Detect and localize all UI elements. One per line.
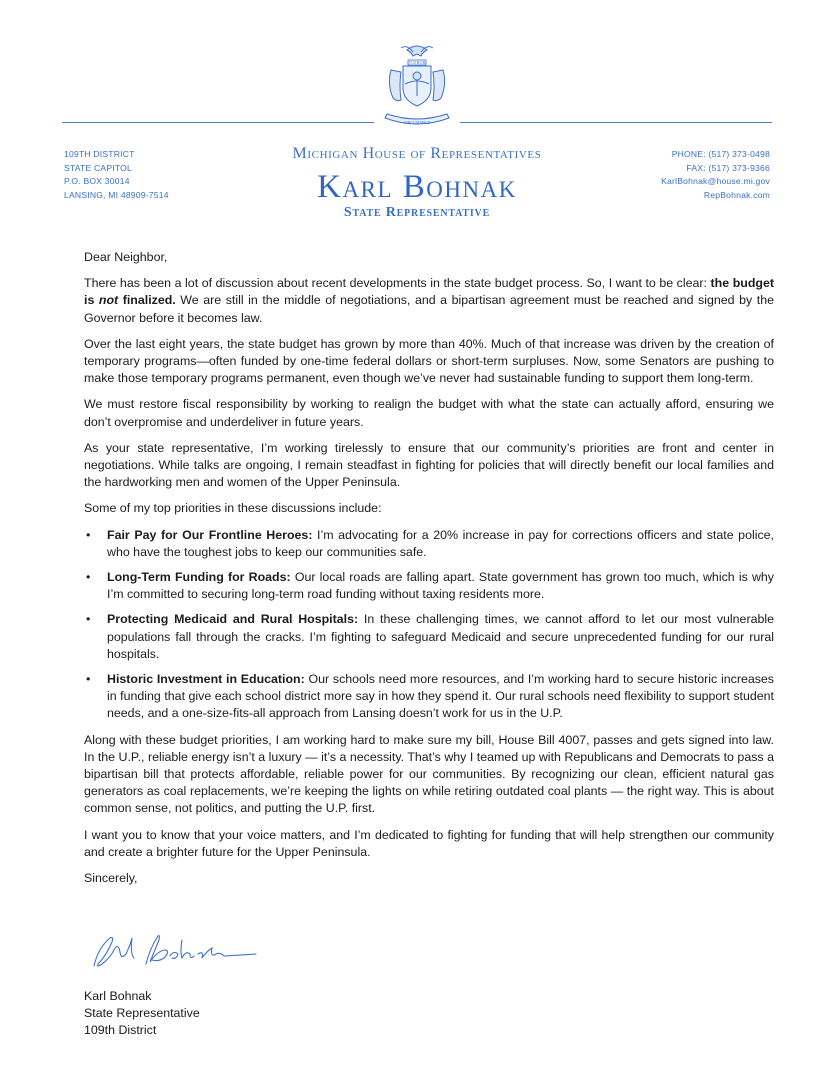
paragraph-6: Along with these budget priorities, I am working hard to make sure my bill, House Bill 4007, passes and gets signed into law. In the U.P., reliable energy isn’t a luxury — it’s a necessity. That’s why I teamed up with Republicans and Democrats to pass a bipartisan bill that protects affordable, reliable power for our communities. By recognizing our clean, efficient natural gas generators as coal replacements, we’re keeping the lights on while retiring outdated coal plants — the right way. This is about common sense, not politics, and putting the U.P. first. (84, 732, 774, 816)
address-line: P.O. BOX 30014 (64, 176, 130, 187)
signature (84, 928, 274, 973)
address-line: LANSING, MI 48909-7514 (64, 189, 169, 200)
representative-name: Karl Bohnak (317, 169, 517, 205)
michigan-state-seal-icon (377, 40, 457, 130)
bullet-icon: • (86, 527, 91, 542)
seal-bottom-text: CIRCUMSPICE (403, 120, 431, 125)
address-line: 109TH DISTRICT (64, 149, 135, 159)
sign-off: Sincerely, (84, 871, 138, 886)
emphasis-text: the budget is not finalized. (84, 276, 774, 308)
house-name: Michigan House of Representatives (292, 145, 542, 162)
paragraph-7: I want you to know that your voice matters, and I’m dedicated to fighting for funding that will help strengthen our community and create a brighter future for the Upper Peninsula. (84, 827, 774, 859)
list-item: • Long-Term Funding for Roads: Our local roads are falling apart. State government has grown too much, which is why I’m committed to securing long-term road funding without taxing residents more. (86, 570, 774, 602)
bullet-icon: • (86, 570, 91, 585)
list-item: • Historic Investment in Education: Our schools need more resources, and I’m working hard to secure historic increases in funding that give each school district more say in how they spend it. Our rural schools need flexibility to support student needs, and a one-size-fits-all approach from Lansing doesn’t work for us in the U.P. (86, 672, 775, 721)
closing-title: State Representative (84, 1006, 200, 1021)
seal-motto: TUEBOR (408, 60, 426, 65)
paragraph-2: Over the last eight years, the state budget has grown by more than 40%. Much of that increase was driven by the creation of temporary programs—often funded by one-time federal dollars or short-term surpluses. Now, some Senators are pushing to make those temporary programs permanent, even though we’ve never had sustainable funding to support them long-term. (84, 336, 774, 386)
paragraph-3: We must restore fiscal responsibility by working to realign the budget with what the state can actually afford, ensuring we don’t overpromise and underdeliver in future years. (84, 397, 774, 429)
list-item: • Fair Pay for Our Frontline Heroes: I’m advocating for a 20% increase in pay for corrections officers and state police, who have the toughest jobs to keep our communities safe. (86, 527, 775, 559)
address-line: STATE CAPITOL (64, 162, 133, 173)
bullet-icon: • (86, 612, 91, 627)
fax: FAX: (517) 373-9366 (686, 162, 770, 173)
closing-name: Karl Bohnak (84, 989, 152, 1003)
priorities-list (84, 527, 774, 723)
phone: PHONE: (517) 373-0498 (671, 149, 770, 159)
website: RepBohnak.com (703, 189, 770, 200)
letter-body (84, 249, 774, 896)
header-rule-right (460, 122, 772, 123)
email: KarlBohnak@house.mi.gov (661, 176, 770, 187)
paragraph-1: There has been a lot of discussion about recent developments in the state budget process. So, I want to be clear: the budget is not finalized. We are still in the middle of negotiations, and a bipartisan agreement must be reached and signed by the Governor before it becomes law. (84, 276, 774, 325)
list-item: • Protecting Medicaid and Rural Hospitals: In these challenging times, we cannot afford to let our most vulnerable populations fall through the cracks. I’m fighting to safeguard Medicaid and secure unprecedented funding for our rural hospitals. (86, 612, 775, 661)
paragraph-4: As your state representative, I’m working tirelessly to ensure that our community’s priorities are front and center in negotiations. While talks are ongoing, I remain steadfast in fighting for policies that will directly benefit our local families and the hardworking men and women of the Upper Peninsula. (84, 440, 774, 490)
salutation: Dear Neighbor, (84, 250, 168, 264)
bullet-icon: • (86, 672, 91, 687)
header-rule-left (62, 122, 374, 123)
closing-block (84, 988, 200, 1040)
closing-district: 109th District (84, 1023, 157, 1038)
representative-title: State Representative (343, 205, 491, 220)
paragraph-5: Some of my top priorities in these discussions include: (84, 501, 382, 516)
